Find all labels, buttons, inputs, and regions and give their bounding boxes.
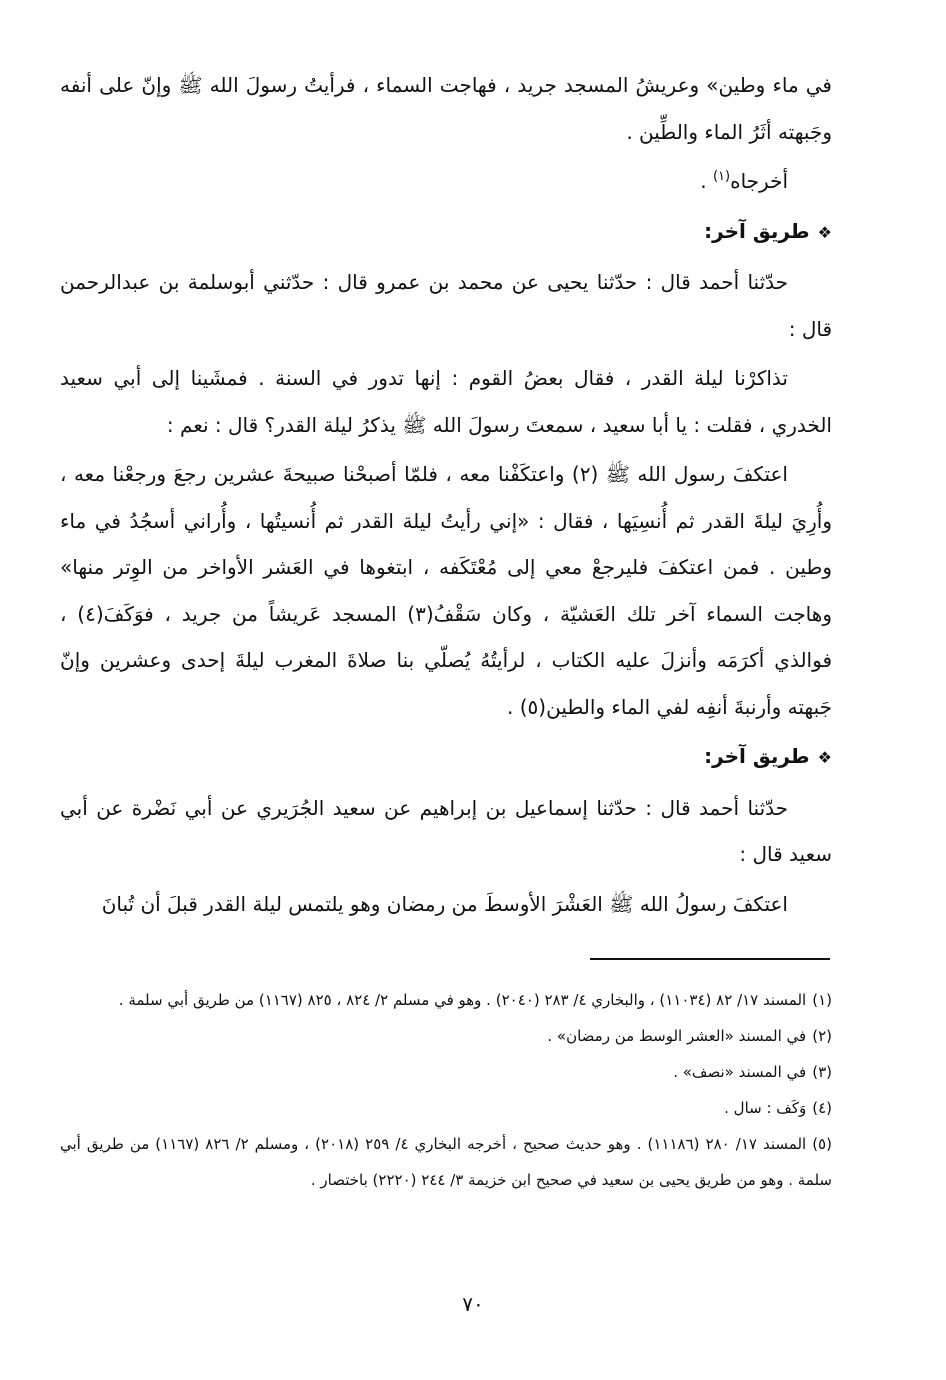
section-heading-2-text: طريق آخر: xyxy=(704,744,810,768)
paragraph-2-tail: . xyxy=(700,169,713,193)
paragraph-2-text: أخرجاه xyxy=(730,169,788,193)
section-heading-1-text: طريق آخر: xyxy=(704,218,810,243)
paragraph-7: اعتكفَ رسولُ الله ﷺ العَشْرَ الأوسطَ من رمضان وهو يلتمس ليلة القدر قبلَ أن تُبانَ xyxy=(101,891,788,916)
section-heading-1 xyxy=(60,208,832,257)
footnote-text: المسند ١٧/ ٢٨٠ (١١١٨٦) . وهو حديث صحيح ، أخرجه البخاري ٤/ ٢٥٩ (٢٠١٨) ، ومسلم ٢/ ٨٢٦ (١١٦٧) من طريق أبي سلمة . وهو من طريق يحيى بن سعيد في صحيح ابن خزيمة ٣/ ٢٤٤ (٢٢٢٠) باختصار . xyxy=(60,1135,832,1189)
footnote-text: المسند ١٧/ ٨٢ (١١٠٣٤) ، والبخاري ٤/ ٢٨٣ (٢٠٤٠) . وهو في مسلم ٢/ ٨٢٤ ، ٨٢٥ (١١٦٧) من طريق أبي سلمة . xyxy=(118,991,807,1009)
paragraph-6: حدّثنا أحمد قال : حدّثنا إسماعيل بن إبراهيم عن سعيد الجُرَيري عن أبي نَضْرة عن أبي سعيد قال : xyxy=(60,795,832,866)
paragraph-5: اعتكفَ رسول الله ﷺ (٢) واعتكَفْنا معه ، فلمّا أصبحْنا صبيحةَ عشرين رجعَ ورجعْنا معه ، وأُرِيَ ليلةَ القدر ثم أُنسِيَها ، فقال : «إني رأيتُ ليلة القدر ثم أُنسيتُها ، وأُراني أسجُدُ في ماء وطين . فمن اعتكفَ فليرجعْ معي إلى مُعْتَكَفه ، ابتغوها في العَشر الأواخر من الوِتر منها» وهاجت السماء آخر تلك العَشيّة ، وكان سَقْفُ(٣) المسجد عَريشاً من جريد ، فوَكَفَ(٤) ، فوالذي أكرَمَه وأنزلَ عليه الكتاب ، لرأيتُهُ يُصلّي بنا صلاةَ المغرب ليلةَ إحدى وعشرين وإنّ جَبهته وأرنبةَ أنفِه لفي الماء والطين(٥) . xyxy=(60,462,832,719)
footnote-1 xyxy=(60,982,832,1018)
footnote-5 xyxy=(60,1126,832,1198)
paragraph-3: حدّثنا أحمد قال : حدّثنا يحيى عن محمد بن عمرو قال : حدّثني أبوسلمة بن عبدالرحمن قال : xyxy=(60,270,832,341)
diamond-icon: ❖ xyxy=(817,748,832,767)
main-text xyxy=(60,62,832,930)
diamond-icon: ❖ xyxy=(817,222,832,242)
footnote-text: وَكَف : سال . xyxy=(724,1099,807,1117)
footnote-ref-1: (١) xyxy=(712,169,731,184)
footnote-text: في المسند «نصف» . xyxy=(673,1063,807,1081)
paragraph-2 xyxy=(60,158,832,205)
footnote-number: (١) xyxy=(812,991,832,1009)
footnote-divider xyxy=(590,958,830,960)
paragraph-1: في ماء وطين» وعريشُ المسجد جريد ، فهاجت السماء ، فرأيتُ رسولَ الله ﷺ وإنّ على أنفه وجَبهته أثَرُ الماء والطِّين . xyxy=(60,73,832,144)
page-number: ٧٠ xyxy=(462,1292,484,1316)
footnotes xyxy=(60,982,832,1198)
section-heading-2 xyxy=(60,733,832,782)
footnote-number: (٢) xyxy=(812,1027,832,1045)
footnote-text: في المسند «العشر الوسط من رمضان» . xyxy=(547,1027,807,1045)
footnote-number: (٤) xyxy=(812,1099,832,1117)
footnote-number: (٣) xyxy=(812,1063,832,1081)
paragraph-4: تذاكرْنا ليلة القدر ، فقال بعضُ القوم : إنها تدور في السنة . فمشَينا إلى أبي سعيد الخدري ، فقلت : يا أبا سعيد ، سمعتَ رسولَ الله ﷺ يذكرُ ليلة القدر؟ قال : نعم : xyxy=(60,366,832,437)
footnote-4 xyxy=(60,1090,832,1126)
footnote-2 xyxy=(60,1018,832,1054)
footnote-3 xyxy=(60,1054,832,1090)
footnote-number: (٥) xyxy=(812,1135,832,1153)
